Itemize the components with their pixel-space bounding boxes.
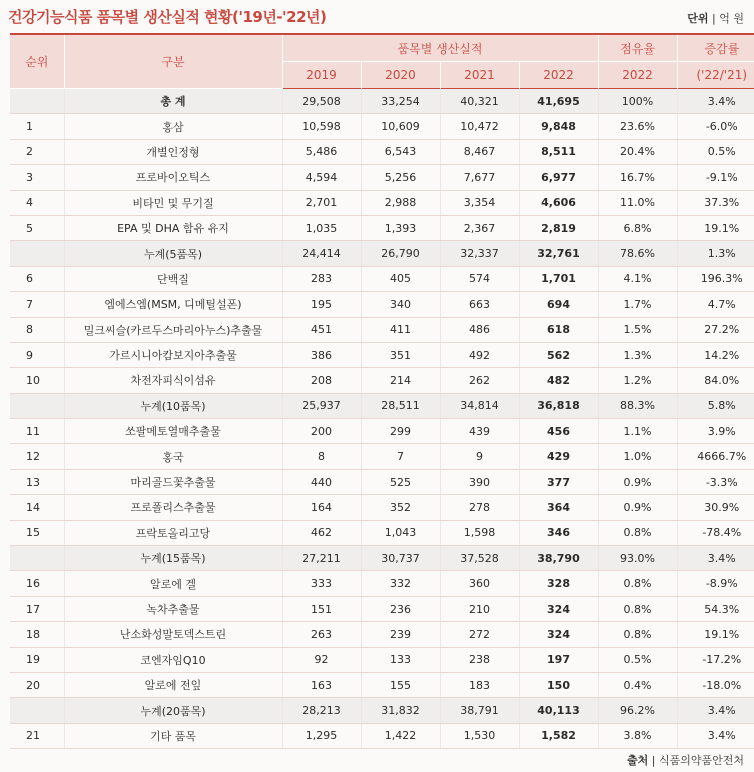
cell-2021: 272 (440, 622, 519, 647)
cell-2021: 2,367 (440, 215, 519, 240)
cell-2019: 28,213 (282, 698, 361, 723)
header-production-group: 품목별 생산실적 (282, 34, 598, 62)
cell-rank: 6 (10, 266, 64, 291)
cell-2022: 324 (519, 622, 598, 647)
cell-share: 3.8% (598, 723, 677, 748)
cell-2019: 8 (282, 444, 361, 469)
cell-rank: 5 (10, 215, 64, 240)
cell-category: 프로폴리스추출물 (64, 495, 282, 520)
cell-2020: 239 (361, 622, 440, 647)
table-row (10, 444, 754, 469)
header-year-2020: 2020 (361, 62, 440, 89)
cell-share: 0.5% (598, 647, 677, 672)
unit-separator: | (712, 12, 716, 25)
cell-share: 1.2% (598, 368, 677, 393)
cell-2022: 41,695 (519, 89, 598, 114)
cell-2020: 155 (361, 672, 440, 697)
cell-2020: 351 (361, 342, 440, 367)
cell-2021: 492 (440, 342, 519, 367)
cell-category: 홍국 (64, 444, 282, 469)
cell-2019: 25,937 (282, 393, 361, 418)
table-row (10, 368, 754, 393)
cell-2020: 6,543 (361, 139, 440, 164)
cell-2021: 238 (440, 647, 519, 672)
table-row (10, 723, 754, 748)
cell-2022: 429 (519, 444, 598, 469)
cell-2019: 440 (282, 469, 361, 494)
cell-2022: 364 (519, 495, 598, 520)
cell-2022: 618 (519, 317, 598, 342)
cell-2020: 1,043 (361, 520, 440, 545)
cell-2021: 37,528 (440, 546, 519, 571)
cell-change: 30.9% (677, 495, 754, 520)
cell-2019: 163 (282, 672, 361, 697)
cell-change: 3.4% (677, 698, 754, 723)
cell-2019: 2,701 (282, 190, 361, 215)
cell-change: 196.3% (677, 266, 754, 291)
cell-share: 78.6% (598, 241, 677, 266)
cell-2019: 195 (282, 292, 361, 317)
cell-rank: 13 (10, 469, 64, 494)
unit-note (687, 10, 744, 26)
cell-2021: 38,791 (440, 698, 519, 723)
cell-2021: 574 (440, 266, 519, 291)
cell-change: 1.3% (677, 241, 754, 266)
cell-2022: 346 (519, 520, 598, 545)
cell-rank: 19 (10, 647, 64, 672)
cell-rank: 16 (10, 571, 64, 596)
subtotal-row (10, 698, 754, 723)
unit-value: 억 원 (719, 12, 744, 25)
cell-2019: 29,508 (282, 89, 361, 114)
cell-2022: 2,819 (519, 215, 598, 240)
cell-2019: 283 (282, 266, 361, 291)
cell-change: 4.7% (677, 292, 754, 317)
table-row (10, 292, 754, 317)
table-row (10, 419, 754, 444)
cell-rank: 12 (10, 444, 64, 469)
header-year-2022: 2022 (519, 62, 598, 89)
cell-change: 14.2% (677, 342, 754, 367)
unit-label: 단위 (687, 12, 709, 25)
cell-change: 5.8% (677, 393, 754, 418)
table-row (10, 215, 754, 240)
cell-category: 차전자피식이섬유 (64, 368, 282, 393)
cell-category: 프로바이오틱스 (64, 165, 282, 190)
cell-2019: 208 (282, 368, 361, 393)
total-row (10, 89, 754, 114)
cell-2020: 525 (361, 469, 440, 494)
cell-category: 녹차추출물 (64, 596, 282, 621)
header-category: 구분 (64, 34, 282, 89)
cell-category: 누계(5품목) (64, 241, 282, 266)
subtotal-row (10, 393, 754, 418)
cell-2020: 30,737 (361, 546, 440, 571)
cell-rank: 20 (10, 672, 64, 697)
cell-2021: 262 (440, 368, 519, 393)
subtotal-row (10, 546, 754, 571)
cell-rank: 10 (10, 368, 64, 393)
cell-2021: 360 (440, 571, 519, 596)
cell-2021: 1,598 (440, 520, 519, 545)
cell-change: 19.1% (677, 215, 754, 240)
header-share-year: 2022 (598, 62, 677, 89)
cell-2021: 34,814 (440, 393, 519, 418)
cell-2020: 133 (361, 647, 440, 672)
cell-2020: 405 (361, 266, 440, 291)
cell-2022: 328 (519, 571, 598, 596)
cell-category: 비타민 및 무기질 (64, 190, 282, 215)
cell-rank: 7 (10, 292, 64, 317)
cell-change: -6.0% (677, 114, 754, 139)
header-year-2021: 2021 (440, 62, 519, 89)
cell-2021: 10,472 (440, 114, 519, 139)
cell-change: 19.1% (677, 622, 754, 647)
cell-2022: 1,582 (519, 723, 598, 748)
cell-share: 100% (598, 89, 677, 114)
cell-share: 0.9% (598, 495, 677, 520)
cell-rank: 14 (10, 495, 64, 520)
cell-share: 96.2% (598, 698, 677, 723)
cell-2019: 451 (282, 317, 361, 342)
cell-2020: 299 (361, 419, 440, 444)
header-year-2019: 2019 (282, 62, 361, 89)
cell-category: 누계(10품목) (64, 393, 282, 418)
table-row (10, 165, 754, 190)
cell-category: 난소화성말토덱스트린 (64, 622, 282, 647)
cell-2021: 663 (440, 292, 519, 317)
table-row (10, 647, 754, 672)
cell-category: 가르시니아캄보지아추출물 (64, 342, 282, 367)
cell-category: 알로에 전잎 (64, 672, 282, 697)
cell-2019: 200 (282, 419, 361, 444)
cell-share: 11.0% (598, 190, 677, 215)
cell-share: 16.7% (598, 165, 677, 190)
cell-rank (10, 698, 64, 723)
header-change: 증감률 (677, 34, 754, 62)
table-row (10, 342, 754, 367)
cell-rank: 1 (10, 114, 64, 139)
cell-2019: 1,295 (282, 723, 361, 748)
cell-2020: 332 (361, 571, 440, 596)
cell-rank: 15 (10, 520, 64, 545)
cell-change: 54.3% (677, 596, 754, 621)
subtotal-row (10, 241, 754, 266)
cell-share: 1.1% (598, 419, 677, 444)
table-row (10, 571, 754, 596)
cell-2020: 10,609 (361, 114, 440, 139)
cell-change: 0.5% (677, 139, 754, 164)
cell-category: 기타 품목 (64, 723, 282, 748)
cell-category: 코엔자임Q10 (64, 647, 282, 672)
cell-change: -3.3% (677, 469, 754, 494)
cell-2020: 411 (361, 317, 440, 342)
cell-category: 단백질 (64, 266, 282, 291)
cell-2022: 36,818 (519, 393, 598, 418)
cell-2019: 24,414 (282, 241, 361, 266)
cell-change: 3.4% (677, 546, 754, 571)
table-row (10, 520, 754, 545)
cell-share: 1.5% (598, 317, 677, 342)
cell-share: 23.6% (598, 114, 677, 139)
cell-category: 총 계 (64, 89, 282, 114)
cell-rank (10, 89, 64, 114)
table-row (10, 139, 754, 164)
cell-rank: 3 (10, 165, 64, 190)
cell-share: 0.8% (598, 571, 677, 596)
cell-2019: 5,486 (282, 139, 361, 164)
cell-2021: 8,467 (440, 139, 519, 164)
cell-2019: 462 (282, 520, 361, 545)
cell-2022: 38,790 (519, 546, 598, 571)
cell-2020: 340 (361, 292, 440, 317)
cell-share: 4.1% (598, 266, 677, 291)
table-row (10, 622, 754, 647)
cell-change: 27.2% (677, 317, 754, 342)
cell-change: 37.3% (677, 190, 754, 215)
table-row (10, 266, 754, 291)
cell-2020: 1,393 (361, 215, 440, 240)
table-row (10, 114, 754, 139)
cell-2022: 9,848 (519, 114, 598, 139)
cell-2019: 386 (282, 342, 361, 367)
cell-2019: 263 (282, 622, 361, 647)
production-table (10, 33, 754, 749)
cell-share: 6.8% (598, 215, 677, 240)
cell-change: 84.0% (677, 368, 754, 393)
cell-rank (10, 546, 64, 571)
cell-2020: 33,254 (361, 89, 440, 114)
cell-2022: 324 (519, 596, 598, 621)
cell-rank: 18 (10, 622, 64, 647)
cell-share: 1.7% (598, 292, 677, 317)
cell-category: 마리골드꽃추출물 (64, 469, 282, 494)
cell-2020: 214 (361, 368, 440, 393)
cell-2021: 9 (440, 444, 519, 469)
cell-change: 3.4% (677, 723, 754, 748)
cell-category: 쏘팔메토열매추출물 (64, 419, 282, 444)
cell-2020: 28,511 (361, 393, 440, 418)
cell-2021: 278 (440, 495, 519, 520)
table-row (10, 317, 754, 342)
cell-category: 개별인정형 (64, 139, 282, 164)
cell-2019: 92 (282, 647, 361, 672)
table-row (10, 469, 754, 494)
cell-2022: 562 (519, 342, 598, 367)
cell-2021: 3,354 (440, 190, 519, 215)
cell-change: 4666.7% (677, 444, 754, 469)
cell-2022: 482 (519, 368, 598, 393)
cell-2020: 236 (361, 596, 440, 621)
cell-2019: 27,211 (282, 546, 361, 571)
cell-share: 0.9% (598, 469, 677, 494)
cell-share: 0.8% (598, 520, 677, 545)
cell-category: 누계(15품목) (64, 546, 282, 571)
cell-2022: 377 (519, 469, 598, 494)
cell-change: -78.4% (677, 520, 754, 545)
cell-2019: 333 (282, 571, 361, 596)
cell-2020: 5,256 (361, 165, 440, 190)
cell-change: -17.2% (677, 647, 754, 672)
source-value: 식품의약품안전처 (658, 754, 744, 767)
cell-share: 88.3% (598, 393, 677, 418)
cell-2021: 7,677 (440, 165, 519, 190)
page-title: 건강기능식품 품목별 생산실적 현황('19년-'22년) (8, 8, 327, 26)
source-note (627, 752, 744, 768)
cell-2022: 8,511 (519, 139, 598, 164)
cell-rank (10, 393, 64, 418)
cell-2019: 10,598 (282, 114, 361, 139)
cell-rank: 8 (10, 317, 64, 342)
cell-category: EPA 및 DHA 함유 유지 (64, 215, 282, 240)
cell-2022: 6,977 (519, 165, 598, 190)
cell-category: 밀크씨슬(카르두스마리아누스)추출물 (64, 317, 282, 342)
cell-2019: 4,594 (282, 165, 361, 190)
cell-category: 알로에 겔 (64, 571, 282, 596)
cell-2022: 197 (519, 647, 598, 672)
cell-2022: 1,701 (519, 266, 598, 291)
table-row (10, 672, 754, 697)
cell-2019: 151 (282, 596, 361, 621)
header-rank: 순위 (10, 34, 64, 89)
cell-2020: 31,832 (361, 698, 440, 723)
cell-2021: 183 (440, 672, 519, 697)
cell-category: 누계(20품목) (64, 698, 282, 723)
cell-2021: 390 (440, 469, 519, 494)
header-share: 점유율 (598, 34, 677, 62)
cell-2021: 439 (440, 419, 519, 444)
cell-2021: 40,321 (440, 89, 519, 114)
cell-2021: 486 (440, 317, 519, 342)
table-row (10, 190, 754, 215)
header-change-period: ('22/'21) (677, 62, 754, 89)
cell-change: 3.9% (677, 419, 754, 444)
cell-2022: 456 (519, 419, 598, 444)
cell-rank (10, 241, 64, 266)
cell-share: 0.8% (598, 596, 677, 621)
cell-category: 프락토올리고당 (64, 520, 282, 545)
cell-2020: 26,790 (361, 241, 440, 266)
cell-rank: 9 (10, 342, 64, 367)
cell-change: -18.0% (677, 672, 754, 697)
cell-2020: 2,988 (361, 190, 440, 215)
cell-2021: 210 (440, 596, 519, 621)
cell-rank: 4 (10, 190, 64, 215)
table-row (10, 596, 754, 621)
cell-rank: 11 (10, 419, 64, 444)
source-separator: | (651, 754, 656, 767)
cell-2022: 40,113 (519, 698, 598, 723)
cell-share: 1.0% (598, 444, 677, 469)
cell-share: 20.4% (598, 139, 677, 164)
cell-change: -9.1% (677, 165, 754, 190)
cell-rank: 17 (10, 596, 64, 621)
cell-2021: 1,530 (440, 723, 519, 748)
cell-2022: 32,761 (519, 241, 598, 266)
cell-share: 1.3% (598, 342, 677, 367)
cell-2020: 352 (361, 495, 440, 520)
cell-rank: 2 (10, 139, 64, 164)
cell-2020: 1,422 (361, 723, 440, 748)
cell-2022: 694 (519, 292, 598, 317)
cell-rank: 21 (10, 723, 64, 748)
cell-share: 0.4% (598, 672, 677, 697)
table-row (10, 495, 754, 520)
cell-2020: 7 (361, 444, 440, 469)
cell-2019: 164 (282, 495, 361, 520)
cell-2022: 4,606 (519, 190, 598, 215)
table-body (10, 89, 754, 749)
cell-category: 엠에스엠(MSM, 디메틸설폰) (64, 292, 282, 317)
cell-category: 홍삼 (64, 114, 282, 139)
source-label: 출처 (627, 754, 649, 767)
cell-2021: 32,337 (440, 241, 519, 266)
cell-share: 93.0% (598, 546, 677, 571)
cell-change: 3.4% (677, 89, 754, 114)
cell-2022: 150 (519, 672, 598, 697)
cell-2019: 1,035 (282, 215, 361, 240)
cell-share: 0.8% (598, 622, 677, 647)
cell-change: -8.9% (677, 571, 754, 596)
